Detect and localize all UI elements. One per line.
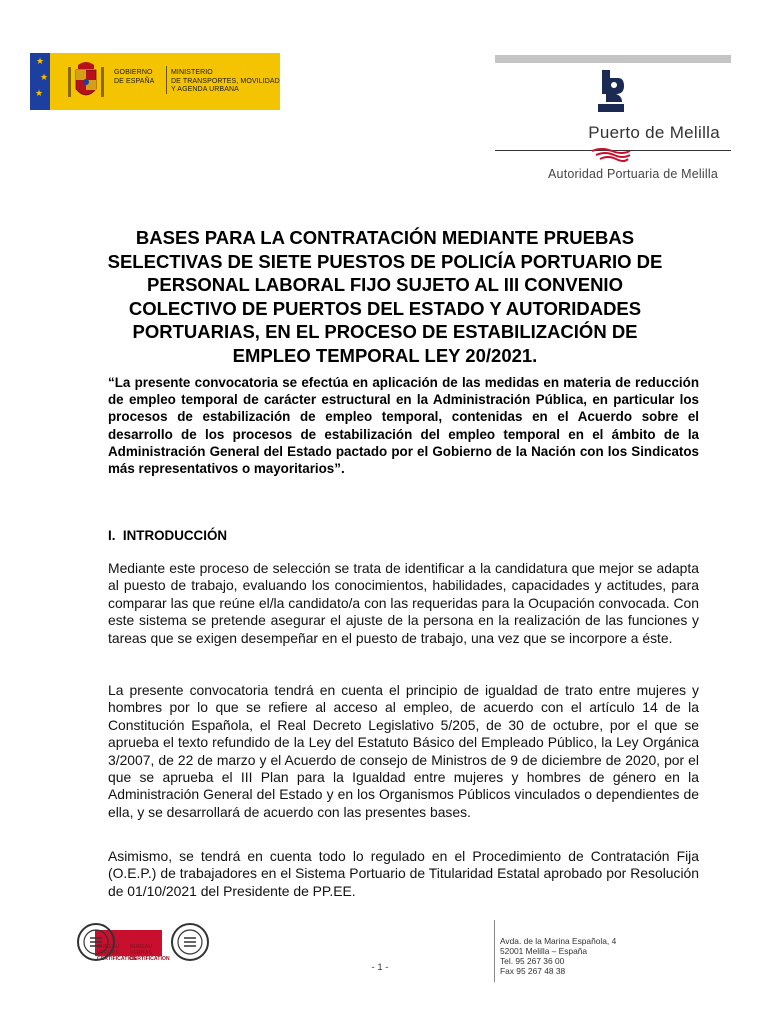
government-name <box>114 69 154 86</box>
port-authority-name: Autoridad Portuaria de Melilla <box>548 167 718 181</box>
body-paragraph: La presente convocatoria tendrá en cuenta el principio de igualdad de trato entre mujeres y hombres por lo que se refiere al acceso al empleo, de acuerdo con el artículo 14 de la Constitución Española, el Real Decreto Legislativo 5/205, de 30 de octubre, por el que se aprueba el texto refundido de la Ley del Estatuto Básico del Empleado Público, la Ley Orgánica 3/2007, de 22 de marzo y el Acuerdo de consejo de Ministros de 9 de diciembre de 2020, por el que se aprueba el III Plan para la Igualdad entre mujeres y hombres de género en la Administración General del Estado y en los Organismos Públicos vinculados o dependientes de ella, y se desarrollará de acuerdo con las presentes bases. <box>108 682 699 820</box>
star-icon: ★ <box>40 72 49 82</box>
government-logo <box>30 53 280 110</box>
coat-of-arms-icon <box>66 59 106 105</box>
body-paragraph: Asimismo, se tendrá en cuenta todo lo regulado en el Procedimiento de Contratación Fija (O.E.P.) de trabajadores en el Sistema Portuario de Titularidad Estatal aprobado por Resolución de 01/10/2021 del Presidente de PP.EE. <box>108 848 699 899</box>
waves-icon <box>590 148 632 162</box>
port-header-bar <box>495 55 731 63</box>
certification-seal-icon <box>76 922 116 962</box>
page-number: - 1 - <box>371 962 389 973</box>
body-paragraph: Mediante este proceso de selección se trata de identificar a la candidatura que mejor se adapta al puesto de trabajo, evaluando los conocimientos, habilidades, capacidades y actitudes, para comparar las que reúne el/la candidato/a con las requeridas para la Ocupación convocada. Con este sistema se pretende asegurar el ajuste de la persona en la realización de las funciones y tareas que se exigen desempeñar en el puesto de trabajo, una vez que se incorpore a éste. <box>108 560 699 646</box>
divider <box>166 66 167 94</box>
document-title: BASES PARA LA CONTRATACIÓN MEDIANTE PRUEBAS SELECTIVAS DE SIETE PUESTOS DE POLICÍA PORTUARIO DE PERSONAL LABORAL FIJO SUJETO AL III CONVENIO COLECTIVO DE PUERTOS DEL ESTADO Y AUTORIDADES PORTUARIAS, EN EL PROCESO DE ESTABILIZACIÓN DE EMPLEO TEMPORAL LEY 20/2021. <box>107 227 663 366</box>
certification-label: BUREAU VERITAS CERTIFICATION <box>130 944 170 962</box>
star-icon: ★ <box>36 56 45 66</box>
address-line: Avda. de la Marina Española, 4 <box>500 936 617 946</box>
gov-text-line: DE ESPAÑA <box>114 77 155 85</box>
star-icon: ★ <box>35 88 44 98</box>
ministry-text-line: Y AGENDA URBANA <box>171 86 239 93</box>
preamble-quote: “La presente convocatoria se efectúa en aplicación de las medidas en materia de reducción de empleo temporal de carácter estructural en la Administración Pública, en particular los procesos de estabilización de empleo temporal, contenidas en el Acuerdo sobre el desarrollo de los procesos de estabilización del empleo temporal en el ámbito de la Administración General del Estado pactado por el Gobierno de la Nación con los Sindicatos más representativos o mayoritarios”. <box>108 375 699 477</box>
ministry-name <box>171 69 280 95</box>
port-name: Puerto de Melilla <box>588 123 720 142</box>
port-logo-icon <box>596 70 626 112</box>
gov-text-line: GOBIERNO <box>114 69 153 76</box>
divider <box>494 920 495 982</box>
address-line: 52001 Melilla – España <box>500 946 588 956</box>
phone-line: Tel. 95 267 36 00 <box>500 956 565 966</box>
ministry-text-line: DE TRANSPORTES, MOVILIDAD <box>171 77 280 85</box>
certification-seal-icon <box>170 922 210 962</box>
certification-label: BUREAU VERITAS CERTIFICATION <box>97 944 137 962</box>
ministry-text-line: MINISTERIO <box>171 69 213 76</box>
fax-line: Fax 95 267 48 38 <box>500 966 566 976</box>
eu-flag-strip <box>30 53 50 110</box>
section-heading: I. INTRODUCCIÓN <box>108 528 228 543</box>
